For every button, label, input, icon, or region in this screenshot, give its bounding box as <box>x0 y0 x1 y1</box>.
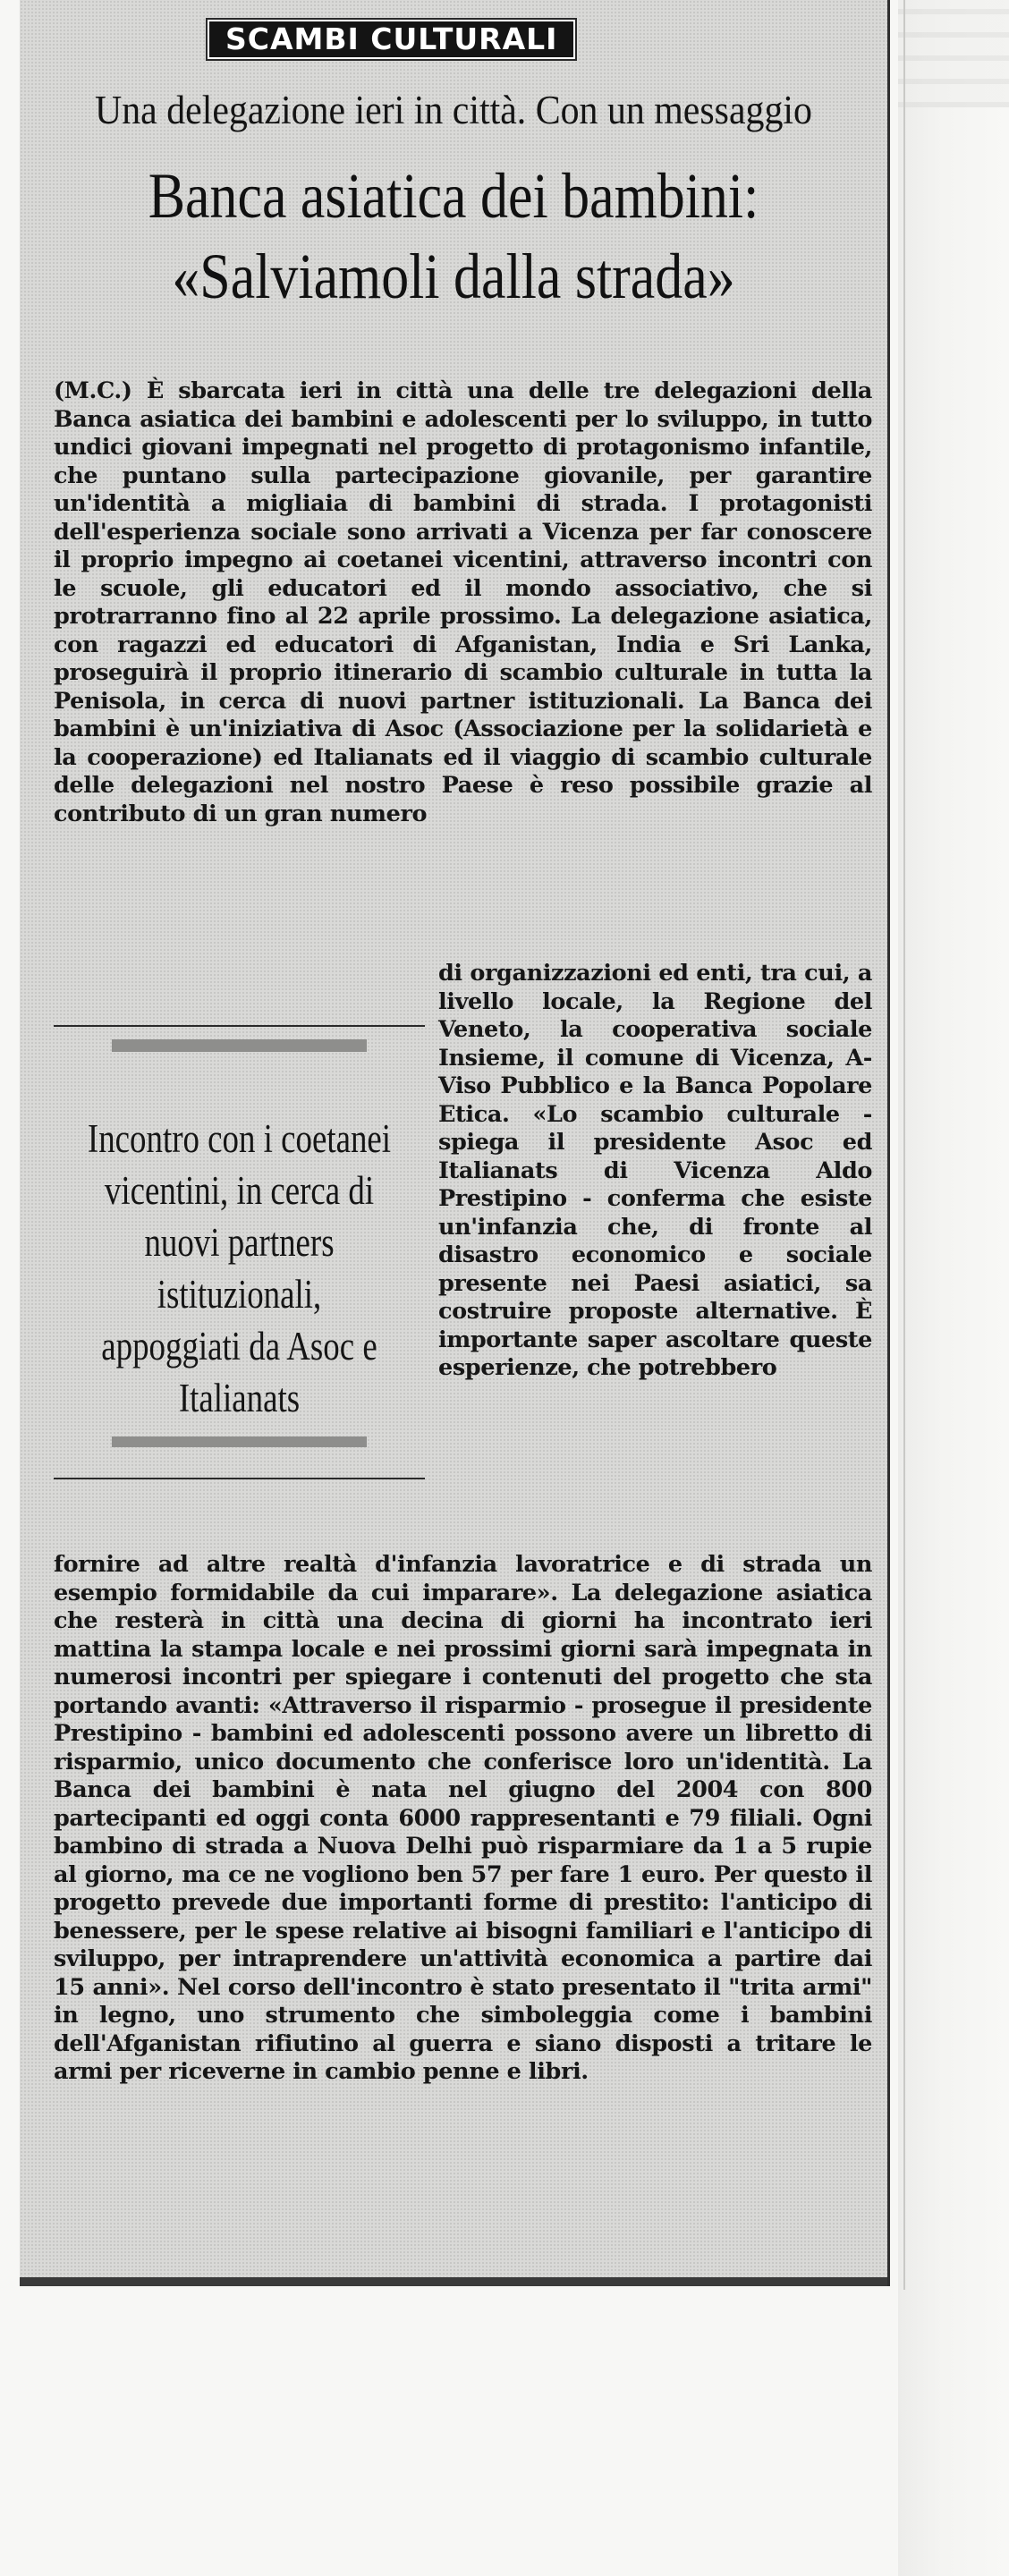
headline-line-1: Banca asiatica dei bambini: <box>148 160 759 232</box>
article-body-conclusion <box>54 1551 872 2087</box>
page-edge-line <box>903 0 905 2290</box>
article-body-intro <box>54 377 872 828</box>
pull-quote-bottom-rule <box>54 1478 425 1479</box>
body-paragraph-1: (M.C.) È sbarcata ieri in città una delle tre delegazioni della Banca asiatica dei bambini e adolescenti per lo sviluppo, in tutto undici giovani impegnati nel progetto di protagonismo infantile, che puntano sulla partecipazione giovanile, per garantire un'identità a migliaia di bambini di strada. I protagonisti dell'esperienza sociale sono arrivati a Vicenza per far conoscere il proprio impegno ai coetanei vicentini, attraverso incontri con le scuole, gli educatori ed il mondo associativo, che si protrarranno fino al 22 aprile prossimo. La delegazione asiatica, con ragazzi ed educatori di Afganistan, India e Sri Lanka, proseguirà il proprio itinerario di scambio culturale in tutta la Penisola, in cerca di nuovi partner istituzionali. La Banca dei bambini è un'iniziativa di Asoc (Associazione per la solidarietà e la cooperazione) ed Italianats ed il viaggio di scambio culturale delle delegazioni nel nostro Paese è reso possibile grazie al contributo di un gran numero <box>54 377 872 827</box>
headline <box>81 156 827 317</box>
newspaper-clipping <box>20 0 890 2286</box>
pull-quote-box <box>54 1025 425 1490</box>
pull-quote-top-rule <box>54 1025 425 1027</box>
adjacent-page-bleed <box>898 0 1009 107</box>
pull-quote-bottom-bar <box>112 1436 367 1447</box>
body-paragraph-2: di organizzazioni ed enti, tra cui, a livello locale, la Regione del Veneto, la cooperativa sociale Insieme, il comune di Vicenza, A-Viso Pubblico e la Banca Popolare Etica. «Lo scambio culturale - spiega il presidente Asoc ed Italianats di Vicenza Aldo Prestipino - conferma che esiste un'infanzia che, di fronte al disastro economico e sociale presente nei Paesi asiatici, sa costruire proposte alternative. È importante saper ascoltare queste esperienze, che potrebbero <box>438 960 872 1381</box>
headline-line-2: «Salviamoli dalla strada» <box>172 241 735 312</box>
article-body-column <box>438 960 872 1383</box>
pull-quote-text: Incontro con i coetanei vicentini, in cerca di nuovi partners istituzionali, appoggiati da Asoc e Italianats <box>87 1116 392 1420</box>
overline: Una delegazione ieri in città. Con un messaggio <box>95 88 812 132</box>
adjacent-page-strip <box>898 0 1009 2576</box>
body-paragraph-3: fornire ad altre realtà d'infanzia lavoratrice e di strada un esempio formidabile da cui imparare». La delegazione asiatica che resterà in città una decina di giorni ha incontrato ieri mattina la stampa locale e nei prossimi giorni sarà impegnata in numerosi incontri per spiegare i contenuti del progetto che sta portando avanti: «Attraverso il risparmio - prosegue il presidente Prestipino - bambini ed adolescenti possono avere un libretto di risparmio, unico documento che conferisce loro un'identità. La Banca dei bambini è nata nel giugno del 2004 con 800 partecipanti ed oggi conta 6000 rappresentanti e 79 filiali. Ogni bambino di strada a Nuova Delhi può risparmiare da 1 a 5 rupie al giorno, ma ce ne vogliono ben 57 per fare 1 euro. Per questo il progetto prevede due importanti forme di prestito: l'anticipo di benessere, per le spese relative ai bisogni familiari e l'anticipo di sviluppo, per intraprendere un'attività economica a partire dai 15 anni». Nel corso dell'incontro è stato presentato il "trita armi" in legno, uno strumento che simboleggia come i bambini dell'Afganistan rifiutino al guerra e siano disposti a tritare le armi per riceverne in cambio penne e libri. <box>54 1551 872 2085</box>
pull-quote-top-bar <box>112 1039 367 1052</box>
clipping-bottom-rule <box>20 2277 887 2286</box>
section-kicker: SCAMBI CULTURALI <box>206 18 577 61</box>
